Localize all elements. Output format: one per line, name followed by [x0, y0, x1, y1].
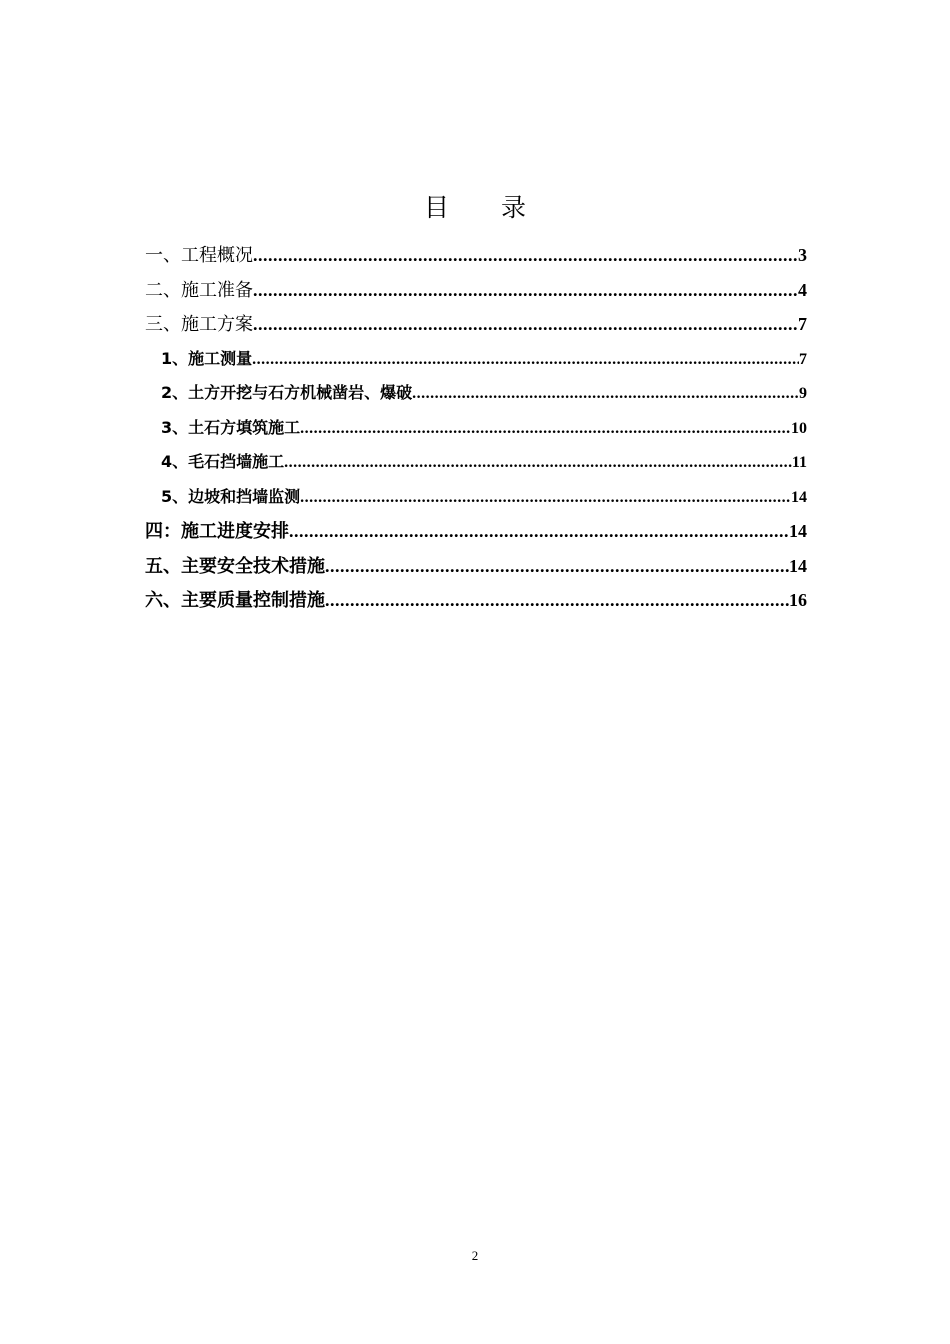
- toc-entry-label: 二、施工准备: [145, 279, 253, 301]
- toc-entry-label: 三、施工方案: [145, 314, 253, 335]
- toc-entry-surveying[interactable]: [145, 342, 807, 377]
- toc-entry-page: 9: [799, 385, 807, 402]
- toc-entry-label: 一、工程概况: [145, 245, 253, 266]
- toc-entry-label: 五、主要安全技术措施: [145, 555, 325, 577]
- toc-entry-construction-preparation[interactable]: [145, 273, 807, 308]
- toc-entry-page: 7: [798, 314, 807, 334]
- toc-entry-page: 4: [798, 279, 807, 300]
- toc-entry-page: 10: [791, 419, 807, 437]
- toc-entry-page: 16: [789, 590, 807, 610]
- toc-entry-schedule[interactable]: [145, 514, 807, 549]
- table-of-contents: [145, 238, 807, 618]
- toc-entry-page: 14: [791, 488, 807, 506]
- toc-dot-leader: [253, 307, 798, 342]
- toc-dot-leader: [289, 514, 789, 549]
- toc-entry-safety-measures[interactable]: [145, 549, 807, 584]
- toc-title: 目 录: [424, 193, 548, 222]
- toc-entry-label: 2、土方开挖与石方机械凿岩、爆破: [161, 383, 413, 402]
- toc-entry-project-overview[interactable]: [145, 238, 807, 273]
- toc-entry-label: 六、主要质量控制措施: [145, 590, 325, 611]
- toc-entry-page: 11: [791, 454, 807, 471]
- toc-dot-leader: [325, 549, 789, 584]
- toc-entry-label: 四：施工进度安排: [145, 521, 289, 542]
- toc-entry-page: 3: [798, 245, 807, 265]
- toc-dot-leader: [252, 343, 799, 377]
- toc-dot-leader: [300, 481, 791, 515]
- toc-entry-label: 5、边坡和挡墙监测: [161, 486, 301, 506]
- toc-entry-label: 1、施工测量: [161, 348, 253, 368]
- toc-dot-leader: [284, 446, 792, 480]
- toc-entry-page: 14: [789, 521, 807, 541]
- toc-entry-label: 4、毛石挡墙施工: [161, 452, 285, 471]
- toc-entry-page: 7: [799, 350, 807, 368]
- page-number: 2: [471, 1248, 479, 1263]
- toc-dot-leader: [300, 412, 791, 446]
- toc-dot-leader: [412, 377, 799, 411]
- toc-entry-construction-plan[interactable]: [145, 307, 807, 342]
- toc-entry-earth-rock-filling[interactable]: [145, 411, 807, 446]
- toc-dot-leader: [253, 238, 798, 273]
- toc-entry-page: 14: [789, 555, 807, 576]
- toc-dot-leader: [325, 583, 789, 618]
- toc-entry-label: 3、土石方填筑施工: [161, 417, 301, 437]
- toc-entry-rubble-retaining-wall[interactable]: [145, 445, 807, 480]
- toc-entry-slope-wall-monitoring[interactable]: [145, 480, 807, 515]
- toc-dot-leader: [253, 273, 798, 308]
- toc-entry-excavation-blasting[interactable]: [145, 376, 807, 411]
- toc-entry-quality-control[interactable]: [145, 583, 807, 618]
